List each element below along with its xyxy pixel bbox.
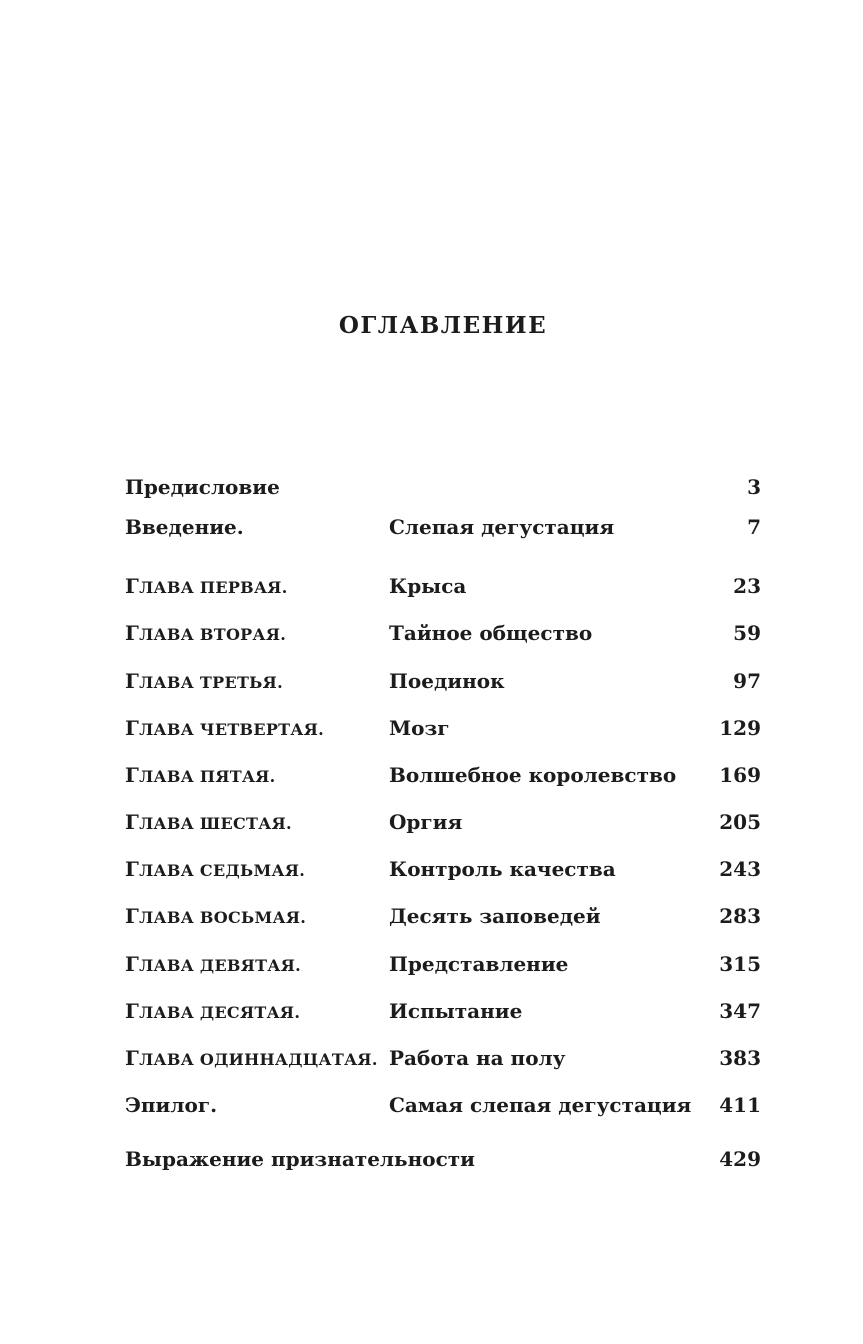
toc-page-number: 347 [719,999,761,1023]
toc-row [0,901,863,931]
toc-page-number: 7 [747,515,761,539]
toc-title: Волшебное королевство [389,763,677,787]
toc-row [0,666,863,696]
toc-row [0,854,863,884]
toc-page-number: 315 [719,952,761,976]
toc-row [0,1090,863,1120]
toc-page-number: 243 [719,857,761,881]
toc-page-number: 129 [719,716,761,740]
toc-chapter-label: ГЛАВА ДЕСЯТАЯ. [125,999,301,1023]
page-title: ОГЛАВЛЕНИЕ [338,312,548,339]
toc-label: Предисловие [125,475,280,499]
toc-page-number: 97 [733,669,761,693]
toc-title: Десять заповедей [389,904,601,928]
toc-page-number: 411 [719,1093,761,1117]
toc-title: Представление [389,952,569,976]
toc-title: Крыса [389,574,467,598]
toc-page-number: 59 [733,621,761,645]
toc-chapter-label: ГЛАВА ВТОРАЯ. [125,621,287,645]
toc-title: Оргия [389,810,463,834]
toc-page-number: 23 [733,574,761,598]
toc-row [0,1043,863,1073]
toc-page-number: 205 [719,810,761,834]
toc-label: Выражение признательности [125,1147,475,1171]
toc-row [0,571,863,601]
toc-chapter-label: ГЛАВА ОДИННАДЦАТАЯ. [125,1046,378,1070]
toc-title: Поединок [389,669,505,693]
toc-page-number: 3 [747,475,761,499]
toc-title: Самая слепая дегустация [389,1093,692,1117]
toc-row [0,512,863,542]
toc-title: Испытание [389,999,523,1023]
toc-row [0,472,863,502]
toc-chapter-label: ГЛАВА ПЕРВАЯ. [125,574,288,598]
toc-page-number: 283 [719,904,761,928]
toc-row [0,760,863,790]
toc-row [0,713,863,743]
toc-chapter-label: ГЛАВА ЧЕТВЕРТАЯ. [125,716,324,740]
toc-title: Мозг [389,716,450,740]
toc-label: Эпилог. [125,1093,218,1117]
toc-title: Тайное общество [389,621,593,645]
toc-chapter-label: ГЛАВА ВОСЬМАЯ. [125,904,307,928]
toc-row [0,618,863,648]
toc-row [0,807,863,837]
toc-title: Работа на полу [389,1046,566,1070]
toc-chapter-label: ГЛАВА СЕДЬМАЯ. [125,857,306,881]
toc-row [0,1144,863,1174]
toc-page-number: 169 [719,763,761,787]
toc-label: Введение. [125,515,244,539]
toc-title: Слепая дегустация [389,515,615,539]
toc-row [0,996,863,1026]
toc-row [0,949,863,979]
toc-chapter-label: ГЛАВА ТРЕТЬЯ. [125,669,283,693]
toc-page-number: 383 [719,1046,761,1070]
toc-title: Контроль качества [389,857,616,881]
toc-chapter-label: ГЛАВА ШЕСТАЯ. [125,810,292,834]
toc-page-number: 429 [719,1147,761,1171]
toc-chapter-label: ГЛАВА ДЕВЯТАЯ. [125,952,301,976]
toc-chapter-label: ГЛАВА ПЯТАЯ. [125,763,276,787]
